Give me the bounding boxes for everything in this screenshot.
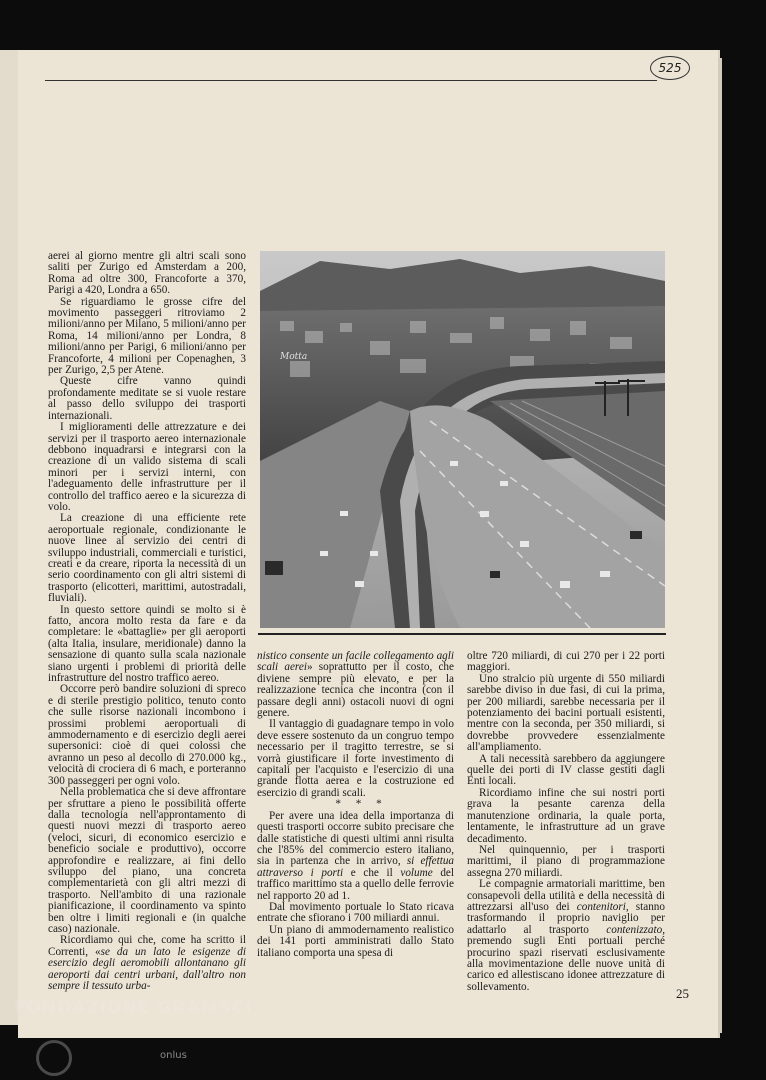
text-run: Ricordiamo qui che, come ha scritto il Correnti, « [48, 934, 246, 958]
text-run: Per avere una idea della importanza di questi trasporti occorre subito precisare che dalle statistiche di questi ultimi anni risulta che l'85% del commercio estero italiano, sia in partenza che in arrivo, [257, 809, 454, 868]
text-column-1 [48, 251, 246, 992]
text-run: » soprattutto per il costo, che diviene sempre più elevato, e per la realizzazione tecnica che incontra (con il passare degli anni) ostacoli nuovi di ogni genere. [257, 661, 454, 720]
paragraph: Occorre però bandire soluzioni di spreco e di sterile prestigio politico, tenuto conto che sulle risorse nazionali incombono i prossimi problemi aeroportuali di ammodernamento e di esercizio degli aerei supersonici: cioè di quei colossi che avranno un peso al decollo di 270.000 kg., velocità di crociera di 6 mach, e porteranno 300 passeggeri per ogni volo. [48, 683, 246, 787]
text-column-3 [467, 651, 665, 993]
page-number: 25 [676, 986, 689, 1001]
text-run: premendo sugli Enti portuali perché procurino spazi riservati esclusivamente alla movimentazione delle nuove unità di carico ed allestiscano idonee attrezzature di sollevamento. [467, 935, 665, 993]
paragraph [257, 651, 454, 719]
watermark-logo-icon [36, 1040, 72, 1076]
paragraph: Queste cifre vanno quindi profondamente meditate se si vuole restare al passo dello sviluppo dei trasporti internazionali. [48, 375, 246, 422]
quote-italic: se da un lato le esigenze di esercizio degli aeromobili allontanano gli aeroporti dai centri urbani, dall'altro non sempre il tessuto urba- [48, 945, 246, 992]
text-run: stanno trasformando il proprio naviglio per adattarlo al trasporto [467, 900, 665, 936]
paragraph: Il vantaggio di guadagnare tempo in volo deve essere sostenuto da un congruo tempo necessario per il tragitto terrestre, se si vorrà giustificare il forte investimento di capitali per l'acquisto e l'esercizio di una grande flotta aerea e la costruzione ed esercizio di grandi scali. [257, 718, 454, 799]
highway-port-photo [260, 251, 665, 628]
adjacent-page-edge [0, 50, 18, 1025]
paragraph: Ricordiamo infine che sui nostri porti grava la pesante carenza della manutenzione ordinaria, la quale porta, lentamente, le infrastrutture ad un grave decadimento. [467, 786, 665, 845]
text-run: e che il [343, 866, 401, 879]
section-separator: * * * [335, 798, 388, 811]
paragraph: A tali necessità sarebbero da aggiungere quelle dei porti di IV classe gestiti dagli Enti locali. [467, 752, 665, 788]
paragraph: La creazione di una efficiente rete aeroportuale regionale, condizionante le nuove linee al servizio dei centri di sviluppo industriali, commerciali e turistici, creati e da creare, riporta la necessità di un serio coordinamento con gli altri sistemi di trasporto (elicotteri, marittimi, autostradali, fluviali). [48, 512, 246, 605]
paragraph: Nella problematica che si deve affrontare per sfruttare a pieno le possibilità offerte dalla tecnologia nell'approntamento di questi nuovi mezzi di trasporto aereo (veloci, sicuri, di economico esercizio e beneficio sociale e produttivo), occorre approfondire e realizzare, ai fini dello sviluppo del piano, una concreta complementarietà con gli altri mezzi di trasporto. Nell'ambito di una razionale pianificazione, il coordinamento va spinto ben oltre i limiti regionali e (in qualche caso) nazionale. [48, 786, 246, 935]
page-edge [718, 58, 722, 1033]
paragraph: Uno stralcio più urgente di 550 miliardi sarebbe diviso in due fasi, di cui la prima, per 200 miliardi, sarebbe necessaria per il potenziamento dei bacini portuali esistenti, mentre con la seconda, per 350 miliardi, si dovrebbe provvedere essenzialmente all'ampliamento. [467, 672, 665, 754]
text-italic: si effettua attraverso i porti [257, 855, 455, 879]
handwritten-page-number: 525 [650, 56, 690, 80]
paragraph: Se riguardiamo le grosse cifre del movimento passeggeri ritroviamo 2 milioni/anno per Milano, 5 milioni/anno per Roma, 14 milioni/anno per Londra, 8 milioni/anno per Parigi, 6 milioni/anno per Francoforte, 4 milioni per Copenaghen, 3 per Zurigo, 2,5 per Atene. [48, 295, 246, 377]
text-run: Le compagnie armatoriali marittime, ben consapevoli della utilità e della necessità di attrezzarsi all'uso dei [467, 878, 665, 913]
paragraph: oltre 720 miliardi, di cui 270 per i 22 porti maggiori. [467, 650, 665, 674]
quote-italic: nistico consente un facile collegamento agli scali aerei [257, 650, 454, 674]
text-column-2 [257, 651, 454, 959]
paragraph: I miglioramenti delle attrezzature e dei servizi per il trasporto aereo internazionale debbono inquadrarsi e integrarsi con la creazione di un valido sistema di scali minori per i servizi interni, con l'adeguamento delle infrastrutture per il controllo del traffico aereo e la sicurezza di volo. [48, 421, 246, 513]
paragraph: Un piano di ammodernamento realistico dei 141 porti amministrati dallo Stato italiano comporta una spesa di [257, 923, 454, 959]
header-rule [45, 80, 657, 81]
text-run: del traffico marittimo sta a quello delle ferrovie nel rapporto 20 ad 1. [257, 866, 454, 902]
text-italic: volume [400, 866, 433, 879]
watermark-suffix: onlus [160, 1050, 187, 1061]
paragraph: aerei al giorno mentre gli altri scali sono saliti per Zurigo ed Amsterdam a 200, Roma ad oltre 300, Francoforte a 370, Parigi a 420, Londra a 650. [48, 250, 246, 297]
photo-rule [258, 633, 666, 635]
paragraph: Dal movimento portuale lo Stato ricava entrate che sfiorano i 700 miliardi annui. [257, 900, 454, 925]
text-italic: contenizzato, [606, 923, 665, 936]
photo-sign-text: Motta [280, 352, 308, 362]
paragraph [257, 811, 454, 902]
paragraph: In questo settore quindi se molto si è fatto, ancora molto resta da fare e da completare: le «battaglie» per gli aeroporti (alta Italia, insulare, meridionale) danno la sensazione di quanto sulla scala nazionale siano urgenti i problemi di priorità delle infrastrutture del nostro traffico aereo. [48, 603, 246, 685]
paragraph: Nel quinquennio, per i trasporti marittimi, il piano di programmazione assegna 270 miliardi. [467, 843, 665, 879]
text-italic: contenitori, [576, 900, 629, 913]
paragraph [467, 879, 665, 993]
watermark-brand: FONDAZIONE GRAMSCI [14, 998, 253, 1018]
paragraph [48, 935, 246, 992]
